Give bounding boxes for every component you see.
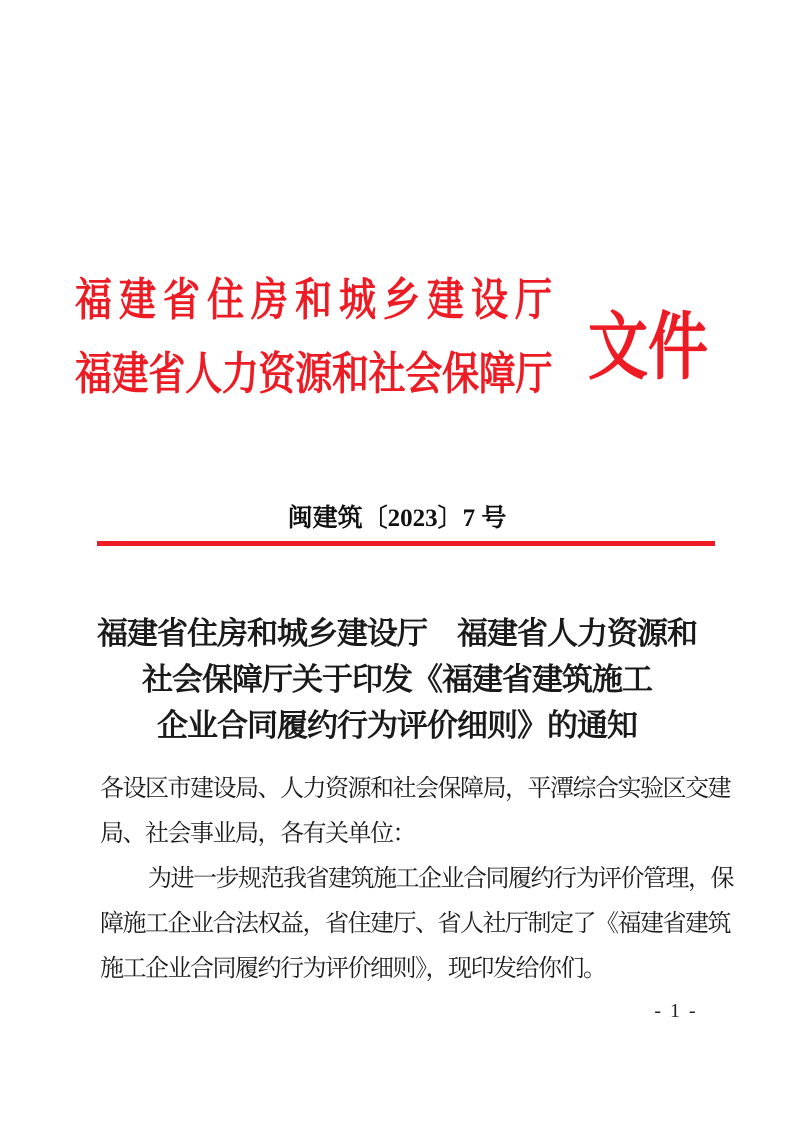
body-line-2: 局、社会事业局，各有关单位： — [100, 820, 415, 847]
red-separator-line — [97, 541, 715, 546]
letterhead-doc-type-label: 文件 — [588, 306, 708, 389]
body-line-5: 施工企业合同履约行为评价细则》，现印发给你们。 — [100, 955, 606, 982]
body-line-4: 障施工企业合法权益，省住建厅、省人社厅制定了《福建省建筑 — [100, 910, 730, 937]
document-title-line-3: 企业合同履约行为评价细则》的通知 — [157, 708, 637, 743]
document-body — [100, 766, 748, 991]
body-line-1: 各设区市建设局、人力资源和社会保障局，平潭综合实验区交建 — [100, 775, 730, 802]
page-number: - 1 - — [654, 1000, 696, 1022]
letterhead-agency-line-2: 福建省人力资源和社会保障厅 — [75, 348, 552, 399]
document-title-line-2: 社会保障厅关于印发《福建省建筑施工 — [142, 662, 652, 697]
body-line-3: 为进一步规范我省建筑施工企业合同履约行为评价管理，保 — [148, 865, 733, 892]
document-number: 闽建筑〔2023〕7 号 — [287, 505, 507, 532]
letterhead-agency-line-1: 福建省住房和城乡建设厅 — [75, 274, 552, 325]
document-title-line-1: 福建省住房和城乡建设厅 福建省人力资源和 — [97, 616, 697, 651]
document-title — [0, 611, 794, 749]
